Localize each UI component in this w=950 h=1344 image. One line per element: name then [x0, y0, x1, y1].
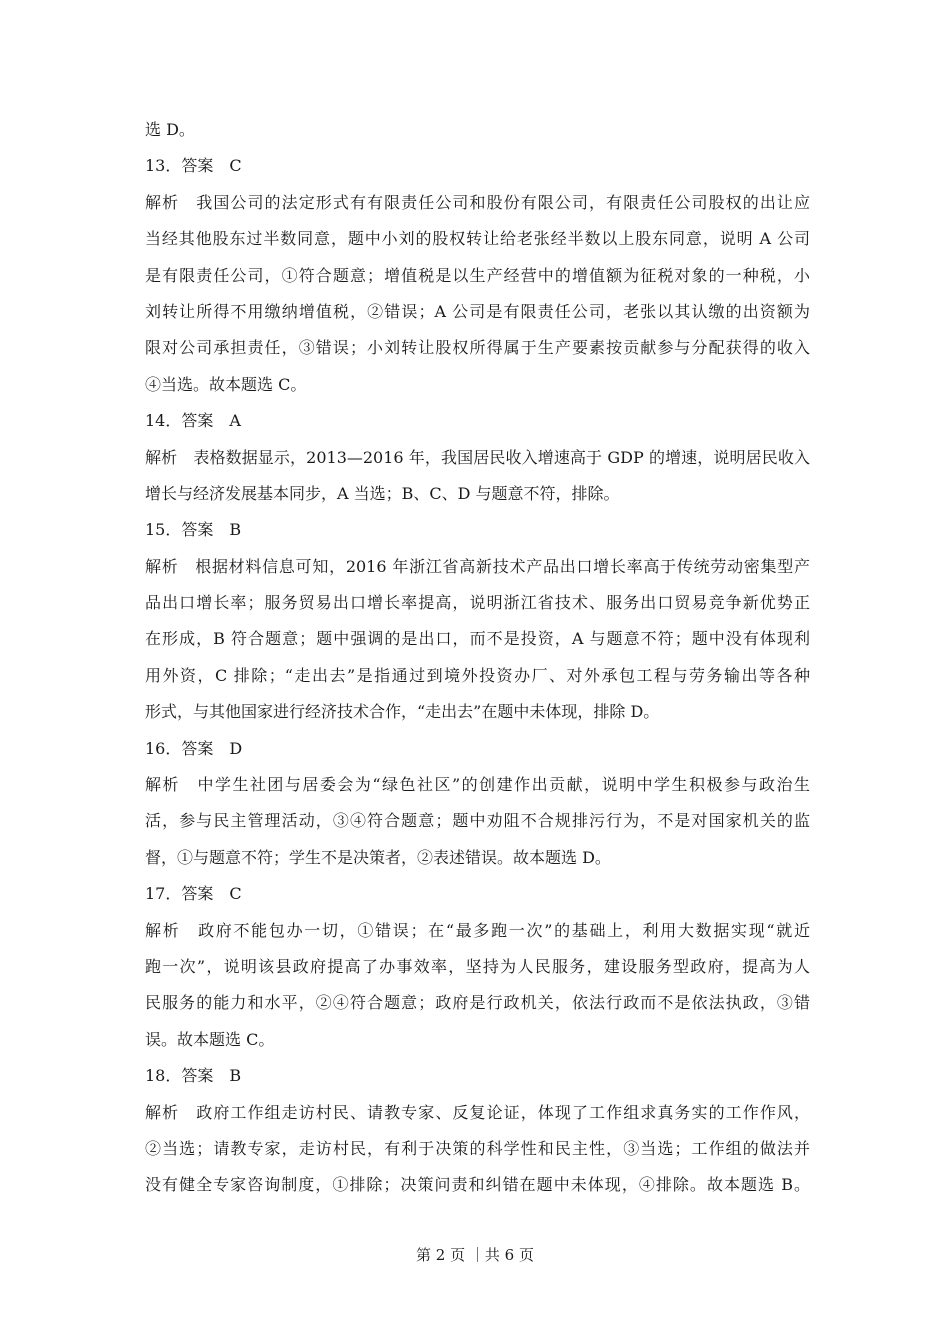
- analysis-line: 解析 政府不能包办一切，①错误；在“最多跑一次”的基础上，利用大数据实现“就近: [145, 920, 810, 940]
- answer-line-18: 18．答案 B: [145, 1066, 242, 1086]
- answer-line-13: 13．答案 C: [145, 156, 242, 176]
- analysis-line: 在形成，B 符合题意；题中强调的是出口，而不是投资，A 与题意不符；题中没有体现利: [145, 629, 810, 649]
- analysis-line: 解析 中学生社团与居委会为“绿色社区”的创建作出贡献，说明中学生积极参与政治生: [145, 775, 810, 795]
- analysis-line: 解析 根据材料信息可知，2016 年浙江省高新技术产品出口增长率高于传统劳动密集型产: [145, 556, 810, 576]
- answer-line-14: 14．答案 A: [145, 411, 241, 431]
- analysis-line: 当经其他股东过半数同意，题中小刘的股权转让给老张经半数以上股东同意，说明 A 公司: [145, 229, 810, 249]
- analysis-line: 形式，与其他国家进行经济技术合作，“走出去”在题中未体现，排除 D。: [145, 702, 660, 722]
- analysis-line: 用外资，C 排除；“走出去”是指通过到境外投资办厂、对外承包工程与劳务输出等各种: [145, 665, 810, 685]
- analysis-line: 解析 政府工作组走访村民、请教专家、反复论证，体现了工作组求真务实的工作作风，: [145, 1102, 810, 1122]
- analysis-line: 是有限责任公司，①符合题意；增值税是以生产经营中的增值额为征税对象的一种税，小: [145, 265, 810, 285]
- text-line: 选 D。: [145, 120, 195, 139]
- answer-line-15: 15．答案 B: [145, 520, 242, 540]
- analysis-line: 民服务的能力和水平，②④符合题意；政府是行政机关，依法行政而不是依法执政，③错: [145, 993, 810, 1013]
- analysis-line: 解析 表格数据显示，2013—2016 年，我国居民收入增速高于 GDP 的增速，说明居民收入: [145, 447, 810, 467]
- analysis-line: 限对公司承担责任，③错误；小刘转让股权所得属于生产要素按贡献参与分配获得的收入: [145, 338, 810, 358]
- analysis-line: 增长与经济发展基本同步，A 当选；B、C、D 与题意不符，排除。: [145, 483, 620, 503]
- analysis-line: 解析 我国公司的法定形式有有限责任公司和股份有限公司，有限责任公司股权的出让应: [145, 192, 810, 212]
- document-body: [145, 112, 810, 1204]
- analysis-line: 没有健全专家咨询制度，①排除；决策问责和纠错在题中未体现，④排除。故本题选 B。: [145, 1175, 810, 1195]
- analysis-line: ④当选。故本题选 C。: [145, 374, 307, 394]
- analysis-line: ②当选；请教专家，走访村民，有利于决策的科学性和民主性，③当选；工作组的做法并: [145, 1138, 810, 1158]
- analysis-line: 刘转让所得不用缴纳增值税，②错误；A 公司是有限责任公司，老张以其认缴的出资额为: [145, 301, 810, 321]
- analysis-line: 品出口增长率；服务贸易出口增长率提高，说明浙江省技术、服务出口贸易竞争新优势正: [145, 593, 810, 613]
- answer-line-17: 17．答案 C: [145, 884, 242, 904]
- analysis-line: 活，参与民主管理活动，③④符合题意；题中劝阻不合规排污行为，不是对国家机关的监: [145, 811, 810, 831]
- analysis-line: 督，①与题意不符；学生不是决策者，②表述错误。故本题选 D。: [145, 847, 611, 867]
- analysis-line: 跑一次”，说明该县政府提高了办事效率，坚持为人民服务，建设服务型政府，提高为人: [145, 956, 810, 976]
- page-footer: 第 2 页 ｜共 6 页: [416, 1246, 534, 1264]
- answer-line-16: 16．答案 D: [145, 738, 243, 758]
- analysis-line: 误。故本题选 C。: [145, 1029, 275, 1049]
